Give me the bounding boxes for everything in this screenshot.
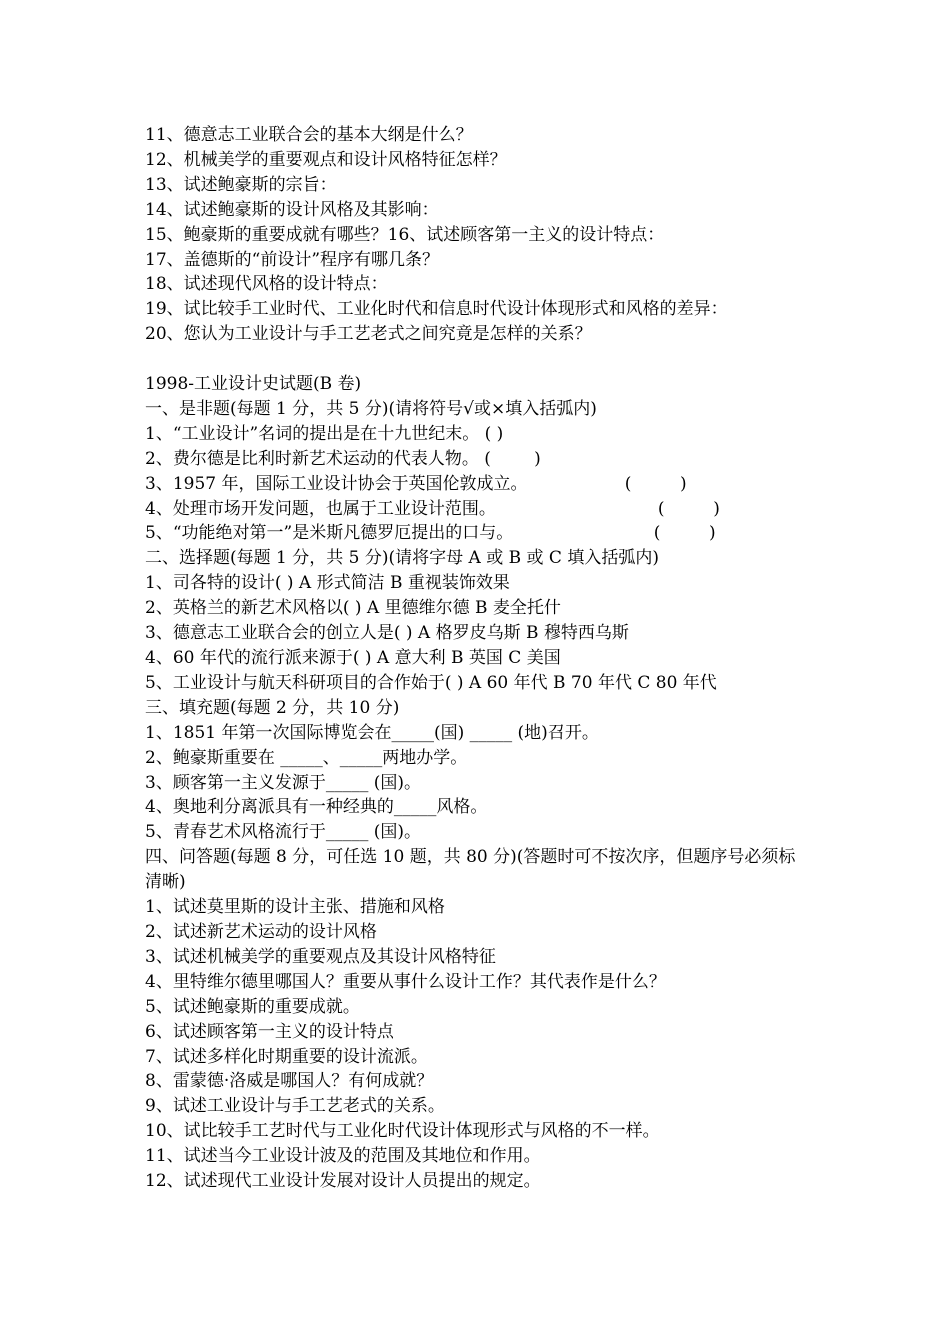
section-heading: 三、填充题(每题 2 分，共 10 分) bbox=[145, 697, 400, 718]
question-line: 3、试述机械美学的重要观点及其设计风格特征 bbox=[145, 946, 496, 967]
question-line: 5、“功能绝对第一”是米斯凡德罗厄提出的口与。 ( ) bbox=[145, 523, 716, 544]
question-line: 3、德意志工业联合会的创立人是( ) A 格罗皮乌斯 B 穆特西乌斯 bbox=[145, 623, 629, 644]
question-line: 5、青春艺术风格流行于_____ (国)。 bbox=[145, 822, 421, 843]
question-line: 2、费尔德是比利时新艺术运动的代表人物。 ( ) bbox=[145, 448, 541, 469]
section-fill-in bbox=[145, 696, 805, 845]
section-multiple-choice bbox=[145, 546, 805, 695]
question-line: 2、试述新艺术运动的设计风格 bbox=[145, 921, 377, 942]
document-body bbox=[145, 123, 805, 1194]
question-line: 13、试述鲍豪斯的宗旨： bbox=[145, 174, 337, 195]
question-line: 11、德意志工业联合会的基本大纲是什么？ bbox=[145, 125, 473, 145]
question-line: 15、鲍豪斯的重要成就有哪些？16、试述顾客第一主义的设计特点： bbox=[145, 224, 665, 245]
question-line: 1、1851 年第一次国际博览会在_____(国) _____ (地)召开。 bbox=[145, 722, 599, 743]
question-line: 4、60 年代的流行派来源于( ) A 意大利 B 英国 C 美国 bbox=[145, 648, 561, 669]
question-line: 18、试述现代风格的设计特点： bbox=[145, 274, 388, 295]
question-line: 5、试述鲍豪斯的重要成就。 bbox=[145, 996, 360, 1017]
question-line: 9、试述工业设计与手工艺老式的关系。 bbox=[145, 1096, 445, 1117]
question-line: 5、工业设计与航天科研项目的合作始于( ) A 60 年代 B 70 年代 C 80 年代 bbox=[145, 672, 717, 693]
question-line: 11、试述当今工业设计波及的范围及其地位和作用。 bbox=[145, 1146, 541, 1167]
section-essay bbox=[145, 845, 805, 1194]
question-line: 7、试述多样化时期重要的设计流派。 bbox=[145, 1046, 428, 1067]
question-line: 14、试述鲍豪斯的设计风格及其影响： bbox=[145, 199, 439, 220]
previous-questions-list bbox=[145, 123, 805, 347]
section-heading: 二、选择题(每题 1 分，共 5 分)(请将字母 A 或 B 或 C 填入括弧内) bbox=[145, 548, 659, 569]
question-line: 1、“工业设计”名词的提出是在十九世纪末。 ( ) bbox=[145, 423, 504, 444]
section-heading: 四、问答题(每题 8 分，可任选 10 题，共 80 分)(答题时可不按次序，但题序号必须标清晰) bbox=[145, 847, 796, 893]
question-line: 2、鲍豪斯重要在 _____、_____两地办学。 bbox=[145, 747, 468, 768]
blank-line bbox=[145, 347, 805, 372]
question-line: 4、奥地利分离派具有一种经典的_____风格。 bbox=[145, 797, 488, 818]
question-line: 1、试述莫里斯的设计主张、措施和风格 bbox=[145, 897, 445, 918]
section-true-false bbox=[145, 397, 805, 546]
exam-title: 1998-工业设计史试题(B 卷) bbox=[145, 374, 362, 395]
question-line: 10、试比较手工艺时代与工业化时代设计体现形式与风格的不一样。 bbox=[145, 1121, 660, 1142]
question-line: 19、试比较手工业时代、工业化时代和信息时代设计体现形式和风格的差异： bbox=[145, 299, 728, 320]
question-line: 12、机械美学的重要观点和设计风格特征怎样？ bbox=[145, 149, 507, 170]
question-line: 3、1957 年，国际工业设计协会于英国伦敦成立。 ( ) bbox=[145, 473, 687, 494]
question-line: 12、试述现代工业设计发展对设计人员提出的规定。 bbox=[145, 1171, 541, 1192]
question-line: 8、雷蒙德·洛威是哪国人？有何成就？ bbox=[145, 1071, 434, 1092]
question-line: 4、里特维尔德里哪国人？重要从事什么设计工作？其代表作是什么？ bbox=[145, 971, 666, 992]
question-line: 2、英格兰的新艺术风格以( ) A 里德维尔德 B 麦全托什 bbox=[145, 598, 561, 619]
question-line: 3、顾客第一主义发源于_____ (国)。 bbox=[145, 772, 421, 793]
question-line: 20、您认为工业设计与手工艺老式之间究竟是怎样的关系？ bbox=[145, 324, 592, 345]
section-heading: 一、是非题(每题 1 分，共 5 分)(请将符号√或×填入括弧内) bbox=[145, 398, 597, 419]
question-line: 6、试述顾客第一主义的设计特点 bbox=[145, 1021, 394, 1042]
question-line: 17、盖德斯的“前设计”程序有哪几条？ bbox=[145, 249, 440, 270]
question-line: 4、处理市场开发问题，也属于工业设计范围。 ( ) bbox=[145, 498, 720, 519]
question-line: 1、司各特的设计( ) A 形式简洁 B 重视装饰效果 bbox=[145, 573, 510, 594]
